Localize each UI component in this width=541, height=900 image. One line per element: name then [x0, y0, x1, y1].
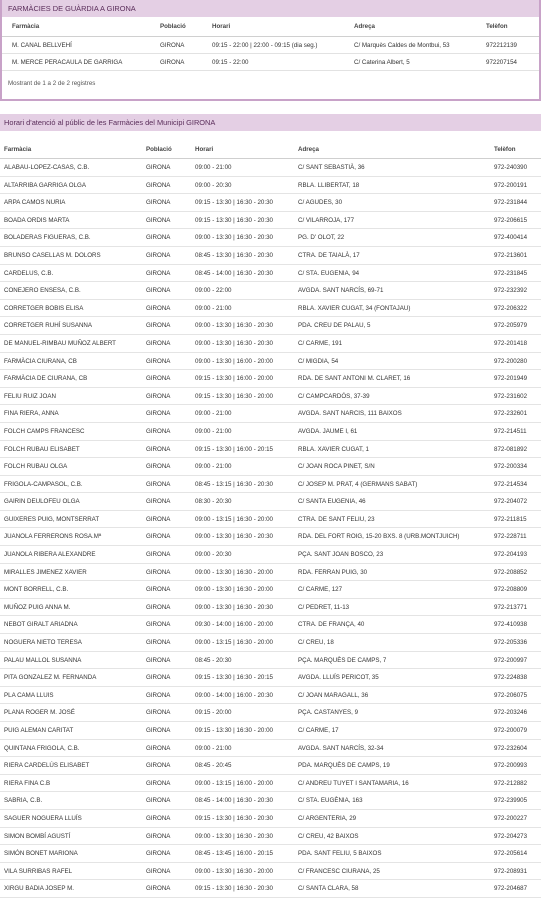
town-cell: GIRONA [146, 480, 171, 488]
table-row [0, 687, 541, 705]
town-cell: GIRONA [146, 603, 171, 611]
address-cell: PÇA. MARQUÈS DE CAMPS, 7 [298, 656, 387, 664]
address-cell: C/ FRANCESC CIURANA, 25 [298, 867, 380, 875]
pharmacy-name-cell: NOGUERA NIETO TERESA [4, 639, 82, 647]
address-cell: C/ SANTA CLARA, 58 [298, 885, 359, 893]
phone-cell: 972-205336 [494, 639, 528, 647]
address-cell: C/ CARME, 17 [298, 727, 339, 734]
address-cell: C/ SANTA EUGENIA, 46 [298, 498, 366, 506]
phone-cell: 972-200227 [494, 814, 528, 822]
hours-cell: 09:15 - 13:30 | 16:30 - 20:15 [195, 674, 273, 682]
phone-cell: 872-081892 [494, 445, 528, 453]
table-row [0, 845, 541, 863]
town-cell: GIRONA [146, 797, 171, 805]
table-row [0, 792, 541, 810]
pharmacy-name-cell: VILA SURRIBAS RAFEL [4, 867, 73, 875]
hours-cell: 09:00 - 13:15 | 16:30 - 20:00 [195, 639, 273, 647]
address-cell: AVGDA. SANT NARCÍS, 69-71 [298, 287, 384, 295]
table-row [0, 757, 541, 775]
pharmacy-name-cell: FINA RIERA, ANNA [4, 410, 59, 418]
pharmacy-name-cell: QUINTANA FRIGOLA, C.B. [4, 744, 80, 752]
pharmacy-name-cell: MIRALLES JIMENEZ XAVIER [4, 568, 87, 576]
phone-cell: 972-204273 [494, 832, 528, 840]
pharmacy-name-cell: GUIXERES PUIG, MONTSERRAT [4, 515, 100, 523]
phone-cell: 972-400414 [494, 234, 528, 242]
hours-cell: 09:00 - 13:30 | 16:30 - 20:30 [195, 832, 273, 840]
town-cell: GIRONA [146, 357, 171, 365]
phone-cell: 972-205979 [494, 322, 528, 330]
address-cell: C/ STA. EUGÈNIA, 163 [298, 797, 363, 805]
phone-cell: 972-231602 [494, 392, 528, 400]
hours-cell: 09:15 - 13:30 | 16:30 - 20:30 [195, 199, 273, 207]
table-row [0, 441, 541, 459]
pharmacy-name-cell: FOLCH CAMPS FRANCESC [4, 427, 85, 435]
address-cell: C/ ANDREU TUYET I SANTAMARIA, 16 [298, 779, 409, 787]
town-cell: GIRONA [146, 779, 171, 787]
phone-cell: 972-214511 [494, 427, 527, 435]
table-row [0, 581, 541, 599]
table-row [0, 265, 541, 283]
town-cell: GIRONA [146, 691, 171, 699]
address-cell: C/ MIGDIA, 54 [298, 357, 339, 365]
pharmacy-name-cell: XIRGU BADIA JOSEP M. [4, 885, 75, 893]
phone-cell: 972-231845 [494, 269, 528, 277]
pharmacy-name-cell: BOADA ORDIS MARTA [4, 216, 70, 224]
hours-cell: 09:15 - 20:00 [195, 709, 232, 717]
phone-cell: 972-208809 [494, 586, 528, 594]
hours-cell: 09:00 - 21:00 [195, 427, 232, 435]
phone-cell: 972-200280 [494, 357, 528, 365]
pharmacy-name-cell: SIMON BOMBÍ AGUSTÍ [4, 832, 71, 840]
table-row [0, 863, 541, 881]
hours-cell: 09:00 - 21:00 [195, 410, 232, 418]
hours-cell: 08:45 - 20:30 [195, 656, 232, 664]
pharmacy-name-cell: M. CANAL BELLVEHÍ [12, 42, 72, 49]
hours-cell: 09:00 - 13:30 | 16:30 - 20:30 [195, 339, 273, 347]
column-header[interactable]: Farmàcia [12, 23, 40, 30]
pharmacy-name-cell: BOLADERAS FIGUERAS, C.B. [4, 234, 91, 242]
hours-cell: 09:00 - 13:30 | 16:00 - 20:00 [195, 357, 273, 365]
town-cell: GIRONA [146, 744, 171, 752]
table-row [0, 740, 541, 758]
address-cell: PÇA. CASTANYES, 9 [298, 709, 359, 717]
town-cell: GIRONA [146, 814, 171, 822]
hours-cell: 09:00 - 13:30 | 16:30 - 20:30 [195, 533, 273, 541]
address-cell: C/ CREU, 18 [298, 639, 334, 647]
town-cell: GIRONA [146, 427, 171, 435]
phone-cell: 972-201949 [494, 375, 528, 383]
table-row [0, 317, 541, 335]
pharmacy-name-cell: PLA CAMA LLUIS [4, 691, 54, 699]
address-cell: RBLA. XAVIER CUGAT, 1 [298, 445, 369, 453]
address-cell: RBLA. XAVIER CUGAT, 34 (FONTAJAU) [298, 304, 411, 312]
phone-cell: 972-212882 [494, 779, 528, 787]
hours-cell: 09:00 - 22:00 [195, 287, 232, 295]
town-cell: GIRONA [146, 234, 171, 242]
address-cell: PG. D' OLOT, 22 [298, 234, 345, 242]
phone-cell: 972-204687 [494, 885, 528, 893]
address-cell: C/ JOAN ROCA PINET, S/N [298, 463, 375, 471]
address-cell: AVGDA. JAUME I, 61 [298, 427, 358, 435]
pharmacy-name-cell: FOLCH RUBAU ELISABET [4, 445, 80, 453]
hours-cell: 09:15 - 13:30 | 16:00 - 20:00 [195, 375, 273, 383]
hours-cell: 08:30 - 20:30 [195, 498, 232, 506]
pharmacy-name-cell: RIERA FINA C.B [4, 779, 51, 787]
pharmacy-name-cell: MONT BORRELL, C.B. [4, 586, 69, 594]
hours-cell: 08:45 - 13:30 | 16:30 - 20:30 [195, 251, 273, 259]
pharmacy-name-cell: DE MANUEL-RIMBAU MUÑOZ ALBERT [4, 339, 116, 347]
address-cell: CTRA. DE SANT FELIU, 23 [298, 515, 375, 523]
town-cell: GIRONA [146, 867, 171, 875]
town-cell: GIRONA [146, 410, 171, 418]
table-row [0, 634, 541, 652]
pharmacy-name-cell: ALTARRIBA GARRIGA OLGA [4, 181, 86, 189]
address-cell: PDA. MARQUÈS DE CAMPS, 19 [298, 762, 390, 770]
pharmacy-name-cell: GAIRIN DEULOFEU OLGA [4, 498, 80, 506]
hours-cell: 09:00 - 13:30 | 16:30 - 20:30 [195, 234, 273, 242]
town-cell: GIRONA [146, 164, 171, 171]
town-cell: GIRONA [146, 463, 171, 471]
pharmacy-name-cell: BRUNSO CASELLAS M. DOLORS [4, 251, 101, 259]
phone-cell: 972-204072 [494, 498, 528, 506]
table-row [0, 652, 541, 670]
hours-cell: 09:15 - 22:00 | 22:00 - 09:15 (dia seg.) [212, 42, 318, 49]
town-cell: GIRONA [146, 656, 171, 664]
address-cell: PDA. CREU DE PALAU, 5 [298, 322, 371, 330]
town-cell: GIRONA [146, 375, 171, 383]
phone-cell: 972-228711 [494, 533, 527, 541]
table-row [0, 775, 541, 793]
hours-cell: 09:00 - 13:15 | 16:00 - 20:00 [195, 779, 273, 787]
town-cell: GIRONA [146, 339, 171, 347]
pharmacy-name-cell: NEBOT GIRALT ARIADNA [4, 621, 78, 629]
town-cell: GIRONA [146, 568, 171, 576]
table-row [0, 493, 541, 511]
column-header[interactable]: Població [146, 146, 172, 153]
phone-cell: 972-224838 [494, 674, 528, 682]
phone-cell: 972-213771 [494, 603, 528, 611]
table-row [0, 229, 541, 247]
column-header[interactable]: Població [160, 23, 186, 30]
phone-cell: 972-240390 [494, 164, 528, 171]
phone-cell: 972-200997 [494, 656, 528, 664]
table-header-row [0, 140, 541, 159]
pharmacy-name-cell: PALAU MALLOL SUSANNA [4, 656, 82, 664]
table-row [0, 511, 541, 529]
hours-cell: 08:45 - 14:00 | 16:30 - 20:30 [195, 797, 273, 805]
address-cell: C/ ARGENTERIA, 29 [298, 814, 357, 822]
town-cell: GIRONA [146, 850, 171, 858]
phone-cell: 972-208931 [494, 867, 528, 875]
town-cell: GIRONA [146, 832, 171, 840]
address-cell: CTRA. DE FRANÇA, 40 [298, 621, 365, 629]
address-cell: C/ AGUDES, 30 [298, 199, 343, 207]
guard-pharmacies-panel [0, 0, 541, 101]
pharmacy-name-cell: FARMÀCIA DE CIURANA, CB [4, 375, 88, 383]
column-header[interactable]: Farmàcia [4, 146, 32, 153]
pharmacy-name-cell: CARDELUS, C.B. [4, 269, 54, 277]
town-cell: GIRONA [146, 586, 171, 594]
pharmacy-name-cell: ARPA CAMOS NURIA [4, 199, 66, 207]
address-cell: C/ SANT SEBASTIÀ, 36 [298, 164, 365, 171]
column-header[interactable]: Horari [195, 146, 214, 153]
address-cell: C/ CAMPCARDÓS, 37-39 [298, 392, 370, 400]
pharmacy-name-cell: PITA GONZALEZ M. FERNANDA [4, 674, 97, 682]
table-row [0, 476, 541, 494]
address-cell: C/ CARME, 127 [298, 586, 343, 594]
hours-cell: 08:45 - 14:00 | 16:30 - 20:30 [195, 269, 273, 277]
pharmacy-name-cell: JUANOLA FERRERONS ROSA.Mª [4, 533, 102, 541]
pharmacy-name-cell: SIMÓN BONET MARIONA [4, 850, 78, 858]
hours-cell: 09:00 - 13:30 | 16:30 - 20:00 [195, 867, 273, 875]
phone-cell: 972-204193 [494, 551, 528, 559]
phone-cell: 972-213601 [494, 251, 528, 259]
town-cell: GIRONA [146, 199, 171, 207]
table-row [0, 353, 541, 371]
table-row [0, 247, 541, 265]
address-cell: C/ Marquès Caldes de Montbui, 53 [354, 42, 450, 49]
town-cell: GIRONA [146, 762, 171, 770]
pharmacy-name-cell: PUIG ALEMAN CARITAT [4, 727, 74, 734]
hours-cell: 09:00 - 13:30 | 16:30 - 20:00 [195, 586, 273, 594]
address-cell: AVGDA. SANT NARCÍS, 32-34 [298, 744, 384, 752]
table-header-row [2, 17, 539, 37]
table-row [0, 282, 541, 300]
table-row [0, 370, 541, 388]
phone-cell: 972-200334 [494, 463, 528, 471]
hours-cell: 09:00 - 21:00 [195, 744, 232, 752]
table-row [0, 528, 541, 546]
table-row [0, 616, 541, 634]
table-row [0, 458, 541, 476]
town-cell: GIRONA [146, 727, 171, 734]
phone-cell: 972-200191 [494, 181, 528, 189]
table-row [0, 177, 541, 195]
hours-cell: 09:00 - 14:00 | 16:00 - 20:30 [195, 691, 273, 699]
table-row [0, 546, 541, 564]
hours-cell: 08:45 - 13:15 | 16:30 - 20:30 [195, 480, 273, 488]
table-row [0, 212, 541, 230]
town-cell: GIRONA [146, 269, 171, 277]
phone-cell: 972-200079 [494, 727, 528, 734]
phone-cell: 972-206322 [494, 304, 528, 312]
guard-pharmacies-table [2, 17, 539, 71]
table-row [0, 388, 541, 406]
phone-cell: 972-208852 [494, 568, 528, 576]
town-cell: GIRONA [146, 181, 171, 189]
phone-cell: 972207154 [486, 59, 517, 66]
town-cell: GIRONA [146, 216, 171, 224]
town-cell: GIRONA [146, 392, 171, 400]
hours-cell: 09:15 - 13:30 | 16:30 - 20:30 [195, 814, 273, 822]
phone-cell: 972-200993 [494, 762, 528, 770]
town-cell: GIRONA [146, 674, 171, 682]
address-cell: C/ STA. EUGENIA, 94 [298, 269, 360, 277]
pharmacy-name-cell: M. MERCE PERACAULA DE GARRIGA [12, 59, 123, 66]
column-header[interactable]: Adreça [354, 23, 375, 30]
guard-panel-title: FARMÀCIES DE GUÀRDIA A GIRONA [2, 0, 539, 17]
pharmacy-name-cell: CONEJERO ENSESA, C.B. [4, 287, 81, 295]
table-row [0, 810, 541, 828]
pharmacy-name-cell: FELIU RUIZ JOAN [4, 392, 56, 400]
table-row [0, 564, 541, 582]
schedule-table [0, 140, 541, 898]
address-cell: C/ JOAN MARAGALL, 36 [298, 691, 369, 699]
pharmacy-name-cell: SABRIA, C.B. [4, 797, 43, 805]
town-cell: GIRONA [146, 533, 171, 541]
address-cell: C/ CREU, 42 BAIXOS [298, 832, 359, 840]
table-row [0, 405, 541, 423]
table-row [0, 669, 541, 687]
pharmacy-name-cell: PLANA ROGER M. JOSÉ [4, 709, 75, 717]
hours-cell: 09:00 - 13:15 | 16:30 - 20:00 [195, 515, 273, 523]
phone-cell: 972-201418 [494, 339, 528, 347]
address-cell: RBLA. LLIBERTAT, 18 [298, 181, 360, 189]
hours-cell: 09:15 - 13:30 | 16:30 - 20:30 [195, 885, 273, 893]
records-info: Mostrant de 1 a 2 de 2 registres [8, 80, 96, 87]
table-row [0, 722, 541, 740]
town-cell: GIRONA [146, 498, 171, 506]
phone-cell: 972-203246 [494, 709, 528, 717]
column-header[interactable]: Adreça [298, 146, 319, 153]
pharmacy-name-cell: ALABAU-LOPEZ-CASAS, C.B. [4, 164, 90, 171]
hours-cell: 08:45 - 20:45 [195, 762, 232, 770]
pharmacy-name-cell: FARMÀCIA CIURANA, CB [4, 357, 77, 365]
phone-cell: 972-232392 [494, 287, 528, 295]
address-cell: RDA. FERRAN PUIG, 30 [298, 568, 368, 576]
phone-cell: 972-211815 [494, 515, 527, 523]
table-row [0, 423, 541, 441]
hours-cell: 09:00 - 13:30 | 16:30 - 20:00 [195, 568, 273, 576]
address-cell: C/ JOSEP M. PRAT, 4 (GERMANS SABAT) [298, 480, 418, 488]
column-header[interactable]: Telèfon [494, 146, 516, 153]
table-row [0, 880, 541, 898]
town-cell: GIRONA [146, 621, 171, 629]
town-cell: GIRONA [146, 709, 171, 717]
hours-cell: 09:15 - 13:30 | 16:30 - 20:30 [195, 216, 273, 224]
hours-cell: 09:00 - 20:30 [195, 551, 232, 559]
address-cell: PDA. SANT FELIU, 5 BAIXOS [298, 850, 382, 858]
pharmacy-name-cell: MUÑOZ PUIG ANNA M. [4, 603, 71, 611]
address-cell: AVGDA. LLUÍS PERICOT, 35 [298, 674, 379, 682]
column-header[interactable]: Telèfon [486, 23, 508, 30]
hours-cell: 09:15 - 22:00 [212, 59, 249, 66]
address-cell: RDA. DE SANT ANTONI M. CLARET, 16 [298, 375, 411, 383]
town-cell: GIRONA [146, 639, 171, 647]
address-cell: C/ Caterina Albert, 5 [354, 59, 410, 66]
pharmacy-name-cell: SAGUER NOGUERA LLUÍS [4, 814, 82, 822]
address-cell: C/ CARME, 191 [298, 339, 343, 347]
table-row [0, 828, 541, 846]
town-cell: GIRONA [146, 304, 171, 312]
pharmacy-name-cell: JUANOLA RIBERA ALEXANDRE [4, 551, 96, 559]
hours-cell: 09:00 - 21:00 [195, 463, 232, 471]
table-row [0, 335, 541, 353]
phone-cell: 972-232604 [494, 744, 528, 752]
hours-cell: 09:00 - 20:30 [195, 181, 232, 189]
phone-cell: 972-214534 [494, 480, 528, 488]
pharmacy-name-cell: CORRETGER RUHÍ SUSANNA [4, 322, 93, 330]
town-cell: GIRONA [160, 59, 185, 66]
hours-cell: 09:15 - 13:30 | 16:30 - 20:00 [195, 727, 273, 734]
schedule-panel-title: Horari d'atenció al públic de les Farmàcies del Municipi GIRONA [0, 114, 541, 131]
hours-cell: 09:00 - 21:00 [195, 304, 232, 312]
hours-cell: 09:00 - 13:30 | 16:30 - 20:30 [195, 603, 273, 611]
phone-cell: 972-206615 [494, 216, 528, 224]
phone-cell: 972-239905 [494, 797, 528, 805]
pharmacy-name-cell: FRIGOLA-CAMPASOL, C.B. [4, 480, 83, 488]
town-cell: GIRONA [160, 42, 185, 49]
phone-cell: 972-206075 [494, 691, 528, 699]
hours-cell: 09:00 - 21:00 [195, 164, 232, 171]
address-cell: CTRA. DE TAIALÀ, 17 [298, 251, 360, 259]
address-cell: RDA. DEL FORT ROIG, 15-20 BXS. 8 (URB.MONTJUICH) [298, 533, 460, 541]
town-cell: GIRONA [146, 322, 171, 330]
phone-cell: 972-205614 [494, 850, 528, 858]
address-cell: C/ VILARROJA, 177 [298, 216, 355, 224]
town-cell: GIRONA [146, 445, 171, 453]
address-cell: PÇA. SANT JOAN BOSCO, 23 [298, 551, 384, 559]
table-row [0, 599, 541, 617]
town-cell: GIRONA [146, 251, 171, 259]
town-cell: GIRONA [146, 551, 171, 559]
town-cell: GIRONA [146, 287, 171, 295]
table-row [0, 159, 541, 177]
hours-cell: 09:15 - 13:30 | 16:00 - 20:15 [195, 445, 273, 453]
hours-cell: 09:00 - 13:30 | 16:30 - 20:30 [195, 322, 273, 330]
table-row [2, 37, 539, 54]
town-cell: GIRONA [146, 885, 171, 893]
table-row [0, 300, 541, 318]
hours-cell: 08:45 - 13:45 | 16:00 - 20:15 [195, 850, 273, 858]
hours-cell: 09:15 - 13:30 | 16:30 - 20:00 [195, 392, 273, 400]
pharmacy-name-cell: CORRETGER BOBIS ELISA [4, 304, 84, 312]
town-cell: GIRONA [146, 515, 171, 523]
address-cell: AVGDA. SANT NARCIS, 111 BAIXOS [298, 410, 402, 418]
hours-cell: 09:30 - 14:00 | 16:00 - 20:00 [195, 621, 273, 629]
phone-cell: 972-231844 [494, 199, 528, 207]
phone-cell: 972-232601 [494, 410, 528, 418]
table-row [0, 194, 541, 212]
phone-cell: 972212139 [486, 42, 517, 49]
column-header[interactable]: Horari [212, 23, 231, 30]
table-row [2, 54, 539, 71]
phone-cell: 972-410938 [494, 621, 528, 629]
address-cell: C/ PEDRET, 11-13 [298, 603, 350, 611]
pharmacy-name-cell: RIERA CARDELÚS ELISABET [4, 762, 90, 770]
table-row [0, 704, 541, 722]
pharmacy-name-cell: FOLCH RUBAU OLGA [4, 463, 68, 471]
